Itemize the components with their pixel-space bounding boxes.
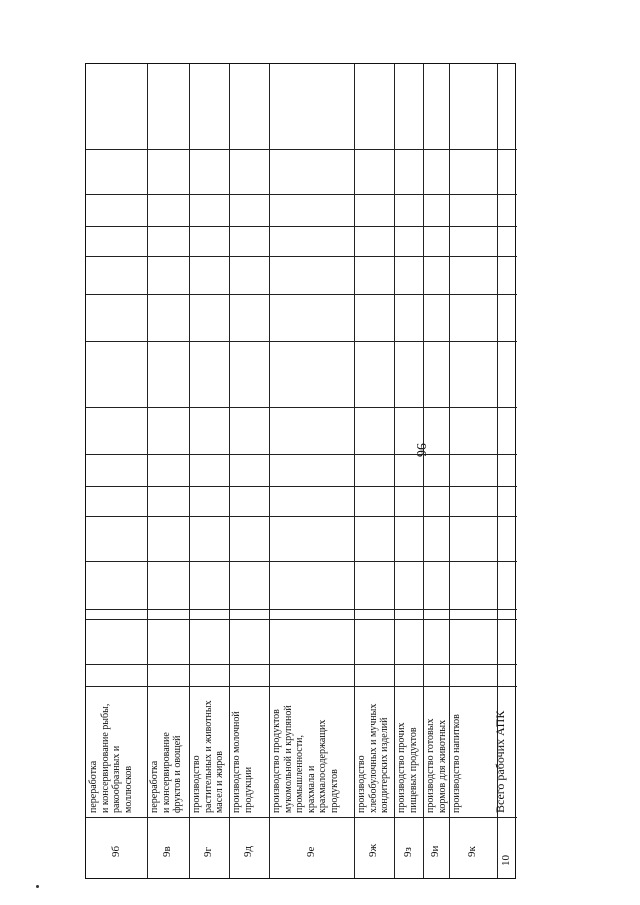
row-label-line: кондитерских изделий [379, 717, 390, 813]
column-divider [86, 561, 517, 562]
row-label [396, 684, 423, 817]
row-label [88, 684, 147, 817]
row-label-line: промышленности, [294, 735, 305, 813]
column-divider [86, 619, 517, 620]
scan-speck [36, 885, 39, 888]
column-divider [86, 516, 517, 517]
row-label-line: производство молочной [231, 711, 242, 813]
row-label [231, 684, 269, 817]
row-divider [189, 64, 190, 878]
row-label-line: продукции [242, 766, 254, 813]
row-label-line: крахмалосодержащих [317, 719, 328, 813]
row-code: 9з [401, 846, 414, 857]
row-label-line: производство готовых [425, 718, 436, 813]
row-label-line: моллюсков [122, 765, 134, 813]
row-label-line: крахмала и [305, 765, 317, 813]
row-code: 9и [429, 845, 441, 857]
row-divider [394, 64, 395, 878]
column-divider [86, 226, 517, 227]
row-label [191, 684, 229, 817]
row-label-line: переработка [88, 760, 99, 813]
column-divider [86, 294, 517, 295]
row-code: 9д [242, 845, 254, 857]
row-label [271, 684, 354, 817]
row-label-line: пищевых продуктов [407, 727, 419, 813]
row-code: 9ж [367, 843, 379, 857]
row-label [356, 684, 394, 817]
row-label-line: производство продуктов [271, 709, 282, 813]
row-code: 10 [500, 855, 512, 866]
column-divider [86, 407, 517, 408]
row-label-line: кормов для животных [436, 719, 448, 813]
row-divider [147, 64, 148, 878]
column-divider [86, 341, 517, 342]
row-label [425, 684, 449, 817]
column-divider [86, 149, 517, 150]
row-code: 9г [202, 846, 214, 857]
row-label-line: переработка [149, 760, 160, 813]
column-divider [86, 486, 517, 487]
column-divider [86, 609, 517, 610]
row-code: 9к [466, 845, 478, 857]
column-divider [86, 454, 517, 455]
page-number: 96 [413, 443, 428, 457]
row-label-line: фруктов и овощей [172, 735, 183, 813]
row-label [149, 684, 189, 817]
row-label-line: ракообразных и [111, 745, 122, 813]
row-label-line: мукомольной и крупяной [282, 705, 294, 813]
row-label-line: производство напитков [451, 714, 462, 813]
row-label-line: и консервирование [160, 732, 172, 813]
row-divider [354, 64, 355, 878]
row-label-line: Всего рабочих АПК [493, 710, 507, 813]
row-code: 9е [304, 846, 317, 857]
row-label [493, 684, 517, 817]
row-label-line: растительных и животных [202, 700, 214, 813]
row-label-line: производство прочих [396, 722, 407, 813]
row-code: 9б [109, 845, 122, 857]
row-code: 9в [161, 845, 173, 857]
column-divider [86, 664, 517, 665]
row-label-line: продуктов [328, 769, 340, 813]
row-label-line: производство [356, 755, 367, 813]
row-divider [449, 64, 450, 878]
row-label-line: и консервирование рыбы, [99, 703, 111, 813]
row-divider [423, 64, 424, 878]
column-divider [86, 256, 517, 257]
row-label [451, 684, 497, 817]
row-label-line: производство [191, 755, 202, 813]
row-label-line: хлебобулочных и мучных [367, 703, 379, 813]
row-label-line: масел и жиров [214, 750, 225, 813]
row-divider [269, 64, 270, 878]
column-divider [86, 194, 517, 195]
row-divider [229, 64, 230, 878]
data-table [85, 63, 516, 879]
